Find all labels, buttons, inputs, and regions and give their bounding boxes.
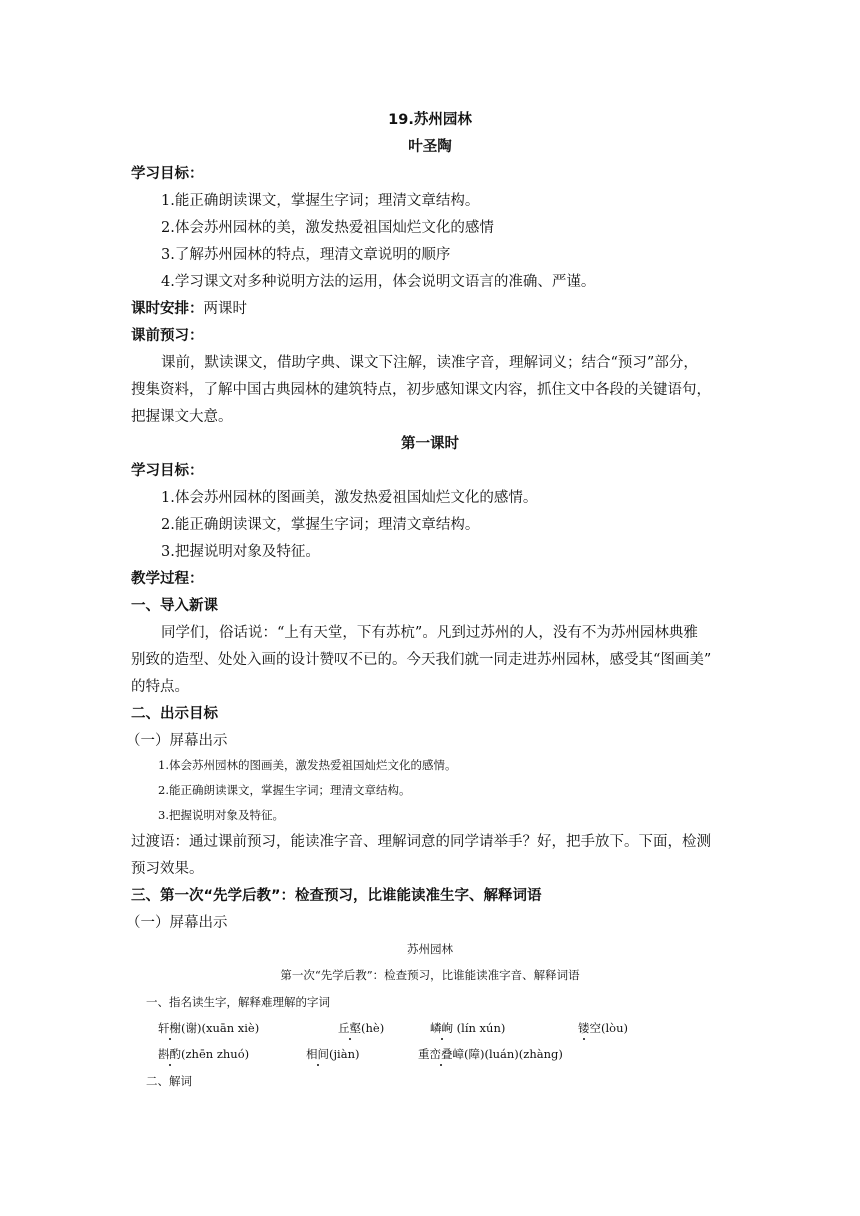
vocab-chars: 镂: [578, 1021, 590, 1035]
goals-heading: 学习目标：: [131, 166, 204, 182]
goal2-item: 1.体会苏州园林的图画美，激发热爱祖国灿烂文化的感情。: [161, 490, 538, 506]
vocab-entry: [306, 1046, 359, 1062]
vocab-pinyin: (zhēn zhuó): [181, 1047, 250, 1061]
vocab-pinyin: (jiàn): [329, 1047, 360, 1061]
screen1-item: 2.能正确朗读课文，掌握生字词；理清文章结构。: [158, 783, 411, 797]
goal-item: 1.能正确朗读课文，掌握生字词；理清文章结构。: [161, 193, 480, 209]
vocab-entry: [578, 1020, 628, 1036]
step1-text: 别致的造型、处处入画的设计赞叹不已的。今天我们就一同走进苏州园林，感受其“图画美”: [131, 652, 712, 668]
vocab-chars: 轩榭: [158, 1021, 181, 1035]
vocab-pinyin: 空(lòu): [589, 1021, 628, 1035]
preview-text: 课前，默读课文，借助字典、课文下注解，读准字音，理解词义；结合“预习”部分，: [161, 355, 698, 371]
screen2-title: 苏州园林: [407, 942, 453, 956]
transition-text: 预习效果。: [131, 861, 204, 877]
schedule-label: 课时安排：: [131, 301, 204, 317]
vocab-entry: [158, 1046, 249, 1062]
vocab-chars: 相间: [306, 1047, 329, 1061]
screen1-item: 3.把握说明对象及特征。: [158, 808, 284, 822]
vocab-pinyin: (hè): [361, 1021, 385, 1035]
screen1-label: （一）屏幕出示: [126, 733, 228, 749]
vocab-pinyin: (障)(luán)(zhàng): [464, 1047, 563, 1061]
schedule-value: 两课时: [203, 301, 247, 317]
preview-text: 搜集资料，了解中国古典园林的建筑特点，初步感知课文内容，抓住文中各段的关键语句，: [131, 382, 711, 398]
step1-text: 的特点。: [131, 679, 189, 695]
vocab-pinyin: (谢)(xuān xiè): [181, 1021, 260, 1035]
transition-text: 过渡语：通过课前预习，能读准字音、理解词意的同学请举手？好，把手放下。下面，检测: [131, 834, 711, 850]
goal-item: 3.了解苏州园林的特点，理清文章说明的顺序: [161, 247, 451, 263]
step3-heading: 三、第一次“先学后教”：检查预习，比谁能读准生字、解释词语: [131, 888, 542, 904]
screen2-item1: 一、指名读生字，解释难理解的字词: [146, 995, 330, 1009]
vocab-chars: 嶙峋: [430, 1021, 453, 1035]
vocab-entry: [418, 1046, 563, 1062]
screen1-item: 1.体会苏州园林的图画美，激发热爱祖国灿烂文化的感情。: [158, 758, 457, 772]
step2-heading: 二、出示目标: [131, 706, 218, 722]
page-title: 19.苏州园林: [388, 112, 472, 128]
step1-text: 同学们，俗话说：“上有天堂，下有苏杭”。凡到过苏州的人，没有不为苏州园林典雅: [161, 625, 698, 641]
screen2-label: （一）屏幕出示: [126, 915, 228, 931]
preview-text: 把握课文大意。: [131, 409, 233, 425]
vocab-entry: [158, 1020, 259, 1036]
goal2-item: 3.把握说明对象及特征。: [161, 544, 320, 560]
step1-heading: 一、导入新课: [131, 598, 218, 614]
vocab-pinyin: (lín xún): [453, 1021, 506, 1035]
lesson1-heading: 第一课时: [401, 436, 459, 452]
vocab-entry: [338, 1020, 384, 1036]
vocab-chars: 重峦叠嶂: [418, 1047, 464, 1061]
goals2-heading: 学习目标：: [131, 463, 204, 479]
preview-heading: 课前预习：: [131, 328, 204, 344]
goal-item: 4.学习课文对多种说明方法的运用，体会说明文语言的准确、严谨。: [161, 274, 596, 290]
screen2-subtitle: 第一次“先学后教”：检查预习，比谁能读准字音、解释词语: [280, 968, 580, 982]
schedule-line: [131, 299, 247, 319]
vocab-entry: [430, 1020, 505, 1036]
author: 叶圣陶: [408, 139, 452, 155]
process-heading: 教学过程：: [131, 571, 204, 587]
goal-item: 2.体会苏州园林的美，激发热爱祖国灿烂文化的感情: [161, 220, 494, 236]
vocab-chars: 丘壑: [338, 1021, 361, 1035]
vocab-chars: 斟酌: [158, 1047, 181, 1061]
goal2-item: 2.能正确朗读课文，掌握生字词；理清文章结构。: [161, 517, 480, 533]
screen2-item2: 二、解词: [146, 1074, 192, 1088]
